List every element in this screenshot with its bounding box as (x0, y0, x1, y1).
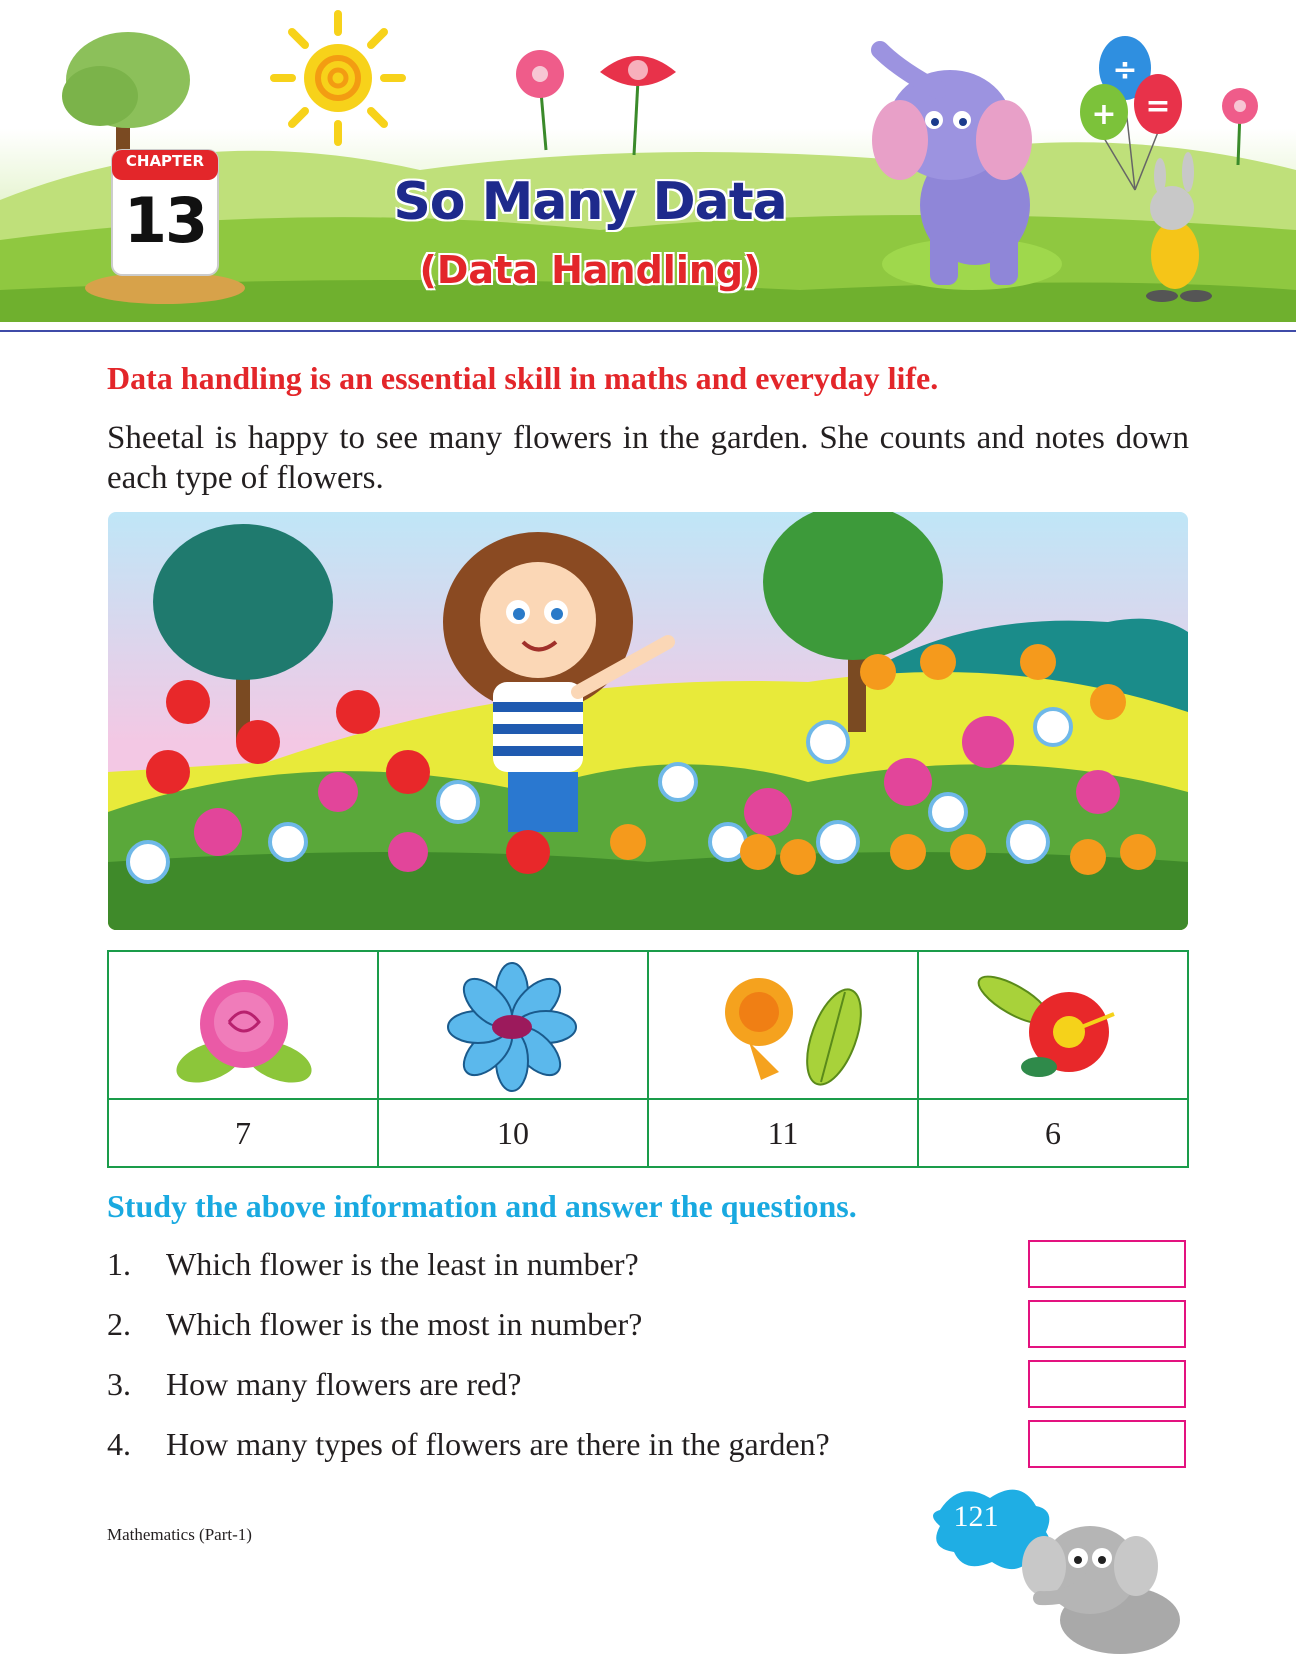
question-number: 4. (107, 1426, 131, 1462)
intro-paragraph: Sheetal is happy to see many flowers in the garden. She counts and notes down each type of flowers. (107, 420, 1189, 496)
sun-icon (274, 14, 402, 142)
flower-count-table (107, 950, 1189, 1168)
small-flower-icon (1222, 88, 1258, 165)
table-cell-daisy (379, 952, 649, 1100)
question-number: 1. (107, 1246, 131, 1282)
questions-heading: Study the above information and answer the questions. (107, 1188, 857, 1224)
rose-icon (109, 952, 375, 1098)
table-cell-hibiscus (919, 952, 1187, 1100)
red-flower-icon (600, 56, 676, 155)
chapter-title: So Many Data (393, 172, 787, 232)
elephant-icon (1022, 1526, 1180, 1654)
question-number: 2. (107, 1306, 131, 1342)
count-cell-daisy: 10 (379, 1100, 649, 1166)
daisy-icon (379, 952, 645, 1098)
book-title-footer: Mathematics (Part-1) (107, 1525, 252, 1544)
equals-symbol: = (1145, 89, 1171, 124)
answer-box[interactable] (1028, 1300, 1186, 1348)
count-cell-marigold: 11 (649, 1100, 919, 1166)
hibiscus-icon (919, 952, 1185, 1098)
question-text: Which flower is the least in number? (166, 1246, 639, 1282)
lead-sentence: Data handling is an essential skill in maths and everyday life. (107, 360, 939, 396)
pink-flower-icon (516, 50, 564, 150)
question-number: 3. (107, 1366, 131, 1402)
plus-symbol: + (1091, 97, 1117, 132)
garden-illustration (108, 512, 1188, 930)
marigold-icon (649, 952, 915, 1098)
chapter-subtitle: (Data Handling) (419, 248, 761, 292)
answer-box[interactable] (1028, 1360, 1186, 1408)
question-text: How many types of flowers are there in the garden? (166, 1426, 830, 1462)
page-number: 121 (953, 1500, 999, 1533)
divide-symbol: ÷ (1112, 53, 1138, 88)
chapter-banner (0, 0, 1296, 322)
question-text: How many flowers are red? (166, 1366, 522, 1402)
count-cell-rose: 7 (109, 1100, 379, 1166)
question-text: Which flower is the most in number? (166, 1306, 643, 1342)
answer-box[interactable] (1028, 1240, 1186, 1288)
page-badge-illustration (920, 1470, 1296, 1656)
chapter-number: 13 (123, 184, 207, 257)
answer-box[interactable] (1028, 1420, 1186, 1468)
table-cell-rose (109, 952, 379, 1100)
table-cell-marigold (649, 952, 919, 1100)
chapter-label: CHAPTER (125, 152, 205, 170)
header-divider (0, 330, 1296, 332)
count-cell-hibiscus: 6 (1045, 1115, 1061, 1151)
